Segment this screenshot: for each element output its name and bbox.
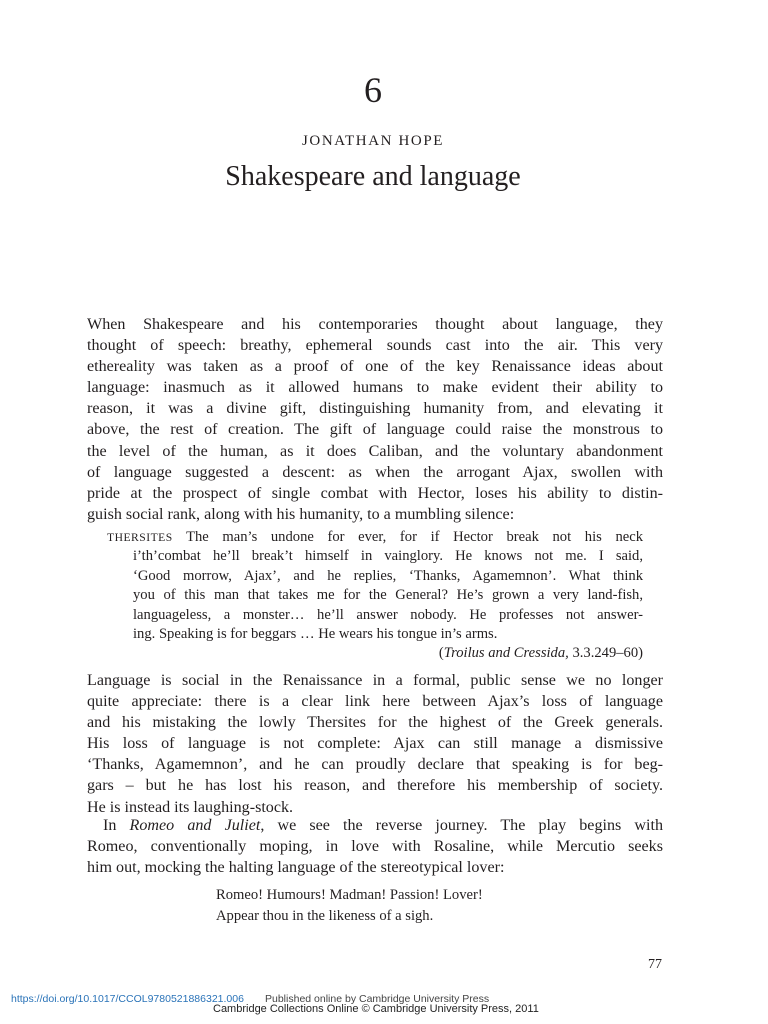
extract-line: i’th’combat he’ll break’t himself in vainglory. He knows not me. I said, xyxy=(133,548,643,565)
text-line: thought of speech: breathy, ephemeral sounds cast into the air. This very xyxy=(87,337,663,355)
citation-work: Troilus and Cressida, xyxy=(443,645,569,662)
citation-reference: 3.3.249–60) xyxy=(568,645,643,662)
text-line: gars – but he has lost his reason, and therefore his membership of society. xyxy=(87,777,663,795)
text-line: above, the rest of creation. The gift of language could raise the monstrous to xyxy=(87,421,663,439)
extract-citation: (Troilus and Cressida, 3.3.249–60) xyxy=(438,645,643,662)
text-line: the level of the human, as it does Caliban, and the voluntary abandonment xyxy=(87,442,663,460)
extract-line: languageless, a monster… he’ll answer nobody. He professes not answer- xyxy=(133,606,643,623)
copyright-note: Cambridge Collections Online © Cambridge University Press, 2011 xyxy=(213,1003,539,1015)
chapter-author: JONATHAN HOPE xyxy=(301,133,445,149)
text-line: Romeo, conventionally moping, in love with Rosaline, while Mercutio seeks xyxy=(87,838,663,856)
text-line: His loss of language is not complete: Ajax can still manage a dismissive xyxy=(87,735,663,753)
page-number: 77 xyxy=(648,957,662,972)
extract-line: ing. Speaking is for beggars … He wears his tongue in’s arms. xyxy=(133,626,498,643)
publisher-note: Published online by Cambridge University Press xyxy=(265,993,490,1005)
extract-line: you of this man that takes me for the General? He’s grown a very land-fish, xyxy=(133,587,643,604)
chapter-title: Shakespeare and language xyxy=(225,161,521,192)
text-line: pride at the prospect of single combat with Hector, loses his ability to distin- xyxy=(87,484,663,502)
verse-line: Romeo! Humours! Madman! Passion! Lover! xyxy=(216,887,483,903)
paragraph-opening xyxy=(87,314,663,525)
text-line: reason, it was a divine gift, distinguishing humanity from, and elevating it xyxy=(87,400,663,418)
text-line: of language suggested a descent: as when the arrogant Ajax, swollen with xyxy=(87,463,663,481)
verse-line: Appear thou in the likeness of a sigh. xyxy=(216,908,434,924)
speaker-name: THERSITES xyxy=(107,531,173,544)
text-line: When Shakespeare and his contemporaries thought about language, they xyxy=(87,316,663,333)
text-line: quite appreciate: there is a clear link here between Ajax’s loss of language xyxy=(87,693,663,711)
text-line: and his mistaking the lowly Thersites for the highest of the Greek generals. xyxy=(87,714,663,732)
text-line: ‘Thanks, Agamemnon’, and he can proudly declare that speaking is for beg- xyxy=(87,756,663,774)
text-line: guish social rank, along with his humanity, to a mumbling silence: xyxy=(87,505,515,523)
paragraph-third xyxy=(87,815,663,878)
text-line: ethereality was taken as a proof of one of the key Renaissance ideas about xyxy=(87,358,663,376)
verse-quotation xyxy=(216,885,483,927)
play-title: Romeo and Juliet xyxy=(129,817,261,834)
extract-text: The man’s undone for ever, for if Hector break not his neck xyxy=(186,529,643,545)
text-line: He is instead its laughing-stock. xyxy=(87,798,294,816)
chapter-number: 6 xyxy=(364,70,382,110)
extract-line: ‘Good morrow, Ajax’, and he replies, ‘Thanks, Agamemnon’. What think xyxy=(133,567,643,584)
text-line: In Romeo and Juliet, we see the reverse journey. The play begins with xyxy=(103,817,664,834)
quotation-extract xyxy=(107,528,643,664)
text-line: language: inasmuch as it allowed humans to make evident their ability to xyxy=(87,379,663,397)
paragraph-second xyxy=(87,670,663,818)
doi-link[interactable]: https://doi.org/10.1017/CCOL9780521886321.006 xyxy=(11,993,244,1005)
extract-first-line xyxy=(107,528,643,547)
text-line: Language is social in the Renaissance in a formal, public sense we no longer xyxy=(87,672,663,689)
text-line: him out, mocking the halting language of the stereotypical lover: xyxy=(87,859,505,877)
